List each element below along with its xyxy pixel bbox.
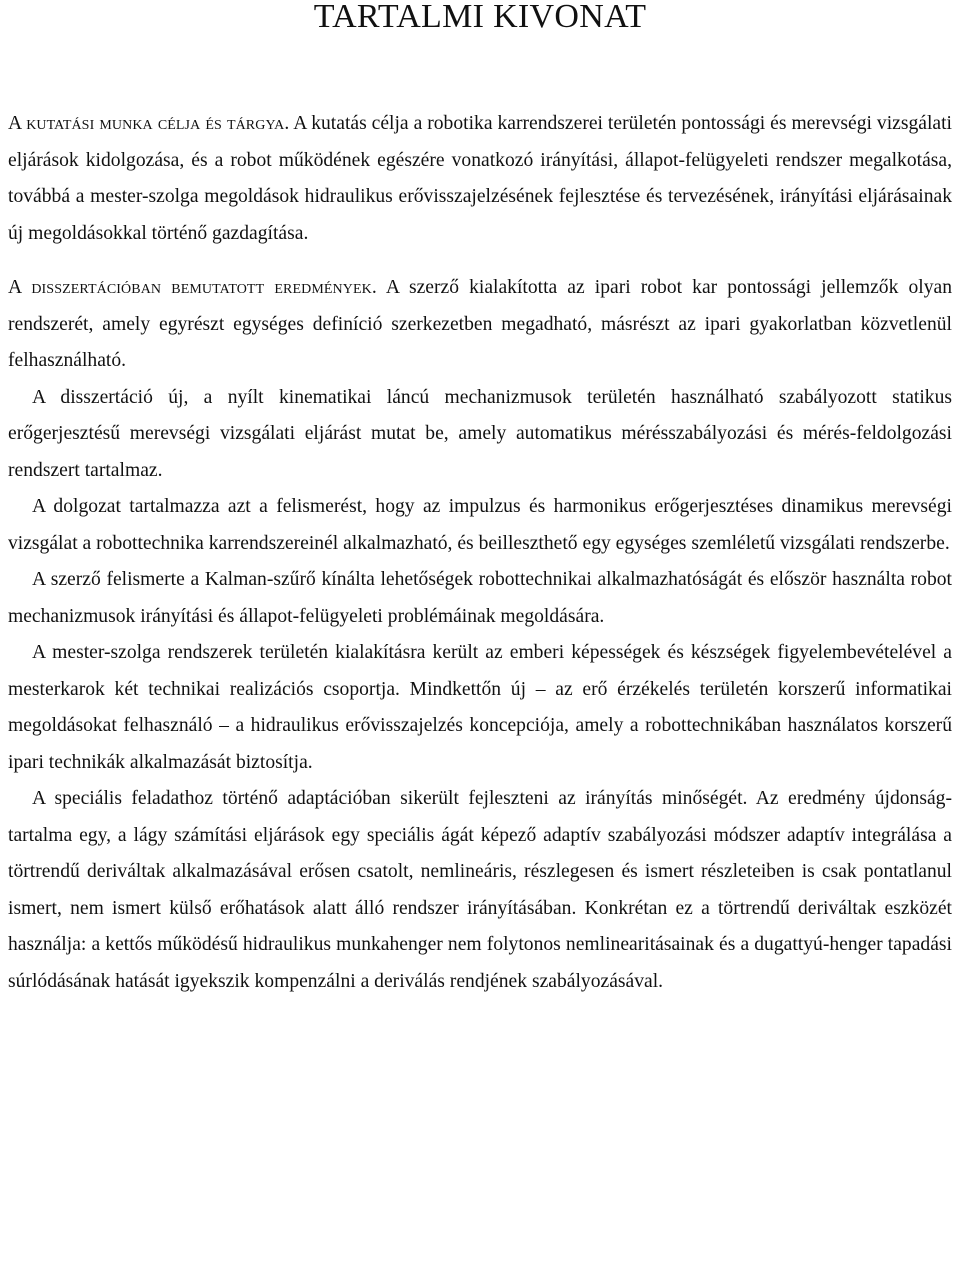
research-aim-text: A kutatás célja a robotika karrendszerei területén pontossági és merevségi vizsgálati eljárások kidolgozása, és a robot működének egészére vonatkozó irányítási, állapot-felügyeleti rendszer megalkotása, továbbá a mester-szolga megoldások hidraulikus erővisszajelzésének fejlesztése és tervezésének, irányítási eljárásainak új megoldásokkal történő gazdagítása. — [8, 113, 952, 244]
results-text: A szerző kialakította az ipari robot kar pontossági jellemzők olyan rendszerét, amely egyrészt egységes definíció szerkezetben megadható, másrészt az ipari gyakorlatban közvetlenül felhasználható. — [8, 277, 952, 371]
page-title: TARTALMI KIVONAT — [313, 0, 647, 35]
body-paragraph-stiffness-dynamic: A dolgozat tartalmazza azt a felismerést, hogy az impulzus és harmonikus erőgerjesztéses dinamikus merevségi vizsgálat a robottechnika karrendszereinél alkalmazható, és beilleszthető egy egységes szemléletű vizsgálati rendszerbe. — [8, 496, 952, 554]
body-paragraph-master-slave: A mester-szolga rendszerek területén kialakításra került az emberi képességek és készségek figyelembevételével a mesterkarok két technikai realizációs csoportja. Mindkettőn új – az erő érzékelés területén korszerű informatikai megoldásokat felhasználó – a hidraulikus erővisszajelzés koncepciója, amely a robottechnikában használatos korszerű ipari technikák alkalmazását biztosítja. — [8, 642, 952, 773]
body-paragraph-stiffness-static: A disszertáció új, a nyílt kinematikai láncú mechanizmusok területén használható szabályozott statikus erőgerjesztésű merevségi vizsgálati eljárást mutat be, amely automatikus mérésszabályozási és mérés-feldolgozási rendszert tartalmaz. — [8, 386, 952, 481]
body-paragraph-kalman: A szerző felismerte a Kalman-szűrő kínálta lehetőségek robottechnikai alkalmazhatóságát és először használta robot mechanizmusok irányítási és állapot-felügyeleti problémáinak megoldására. — [8, 569, 952, 627]
body-paragraph-adaptive-control: A speciális feladathoz történő adaptációban sikerült fejleszteni az irányítás minőségét. Az eredmény újdonság-tartalma egy, a lágy számítási eljárások egy speciális ágát képező adaptív szabályozási módszer adaptív integrálása a törtrendű deriváltak alkalmazásával erősen csatolt, nemlineáris, részlegesen és ismert részleteiben is csak pontatlanul ismert, nem ismert külső erőhatások alatt álló rendszer irányításában. Konkrétan ez a törtrendű deriváltak eszközét használja: a kettős működésű hidraulikus munkahenger nem folytonos nemlinearitásainak és a dugattyú-henger tapadási súrlódásának hatását igyekszik kompenzálni a deriválás rendjének szabályozásával. — [8, 788, 952, 992]
results-heading: A disszertációban bemutatott eredmények. — [8, 277, 377, 298]
research-aim-paragraph — [8, 106, 952, 252]
results-paragraph — [8, 270, 952, 380]
document-page — [8, 0, 952, 1000]
research-aim-heading: A kutatási munka célja és tárgya. — [8, 113, 290, 134]
